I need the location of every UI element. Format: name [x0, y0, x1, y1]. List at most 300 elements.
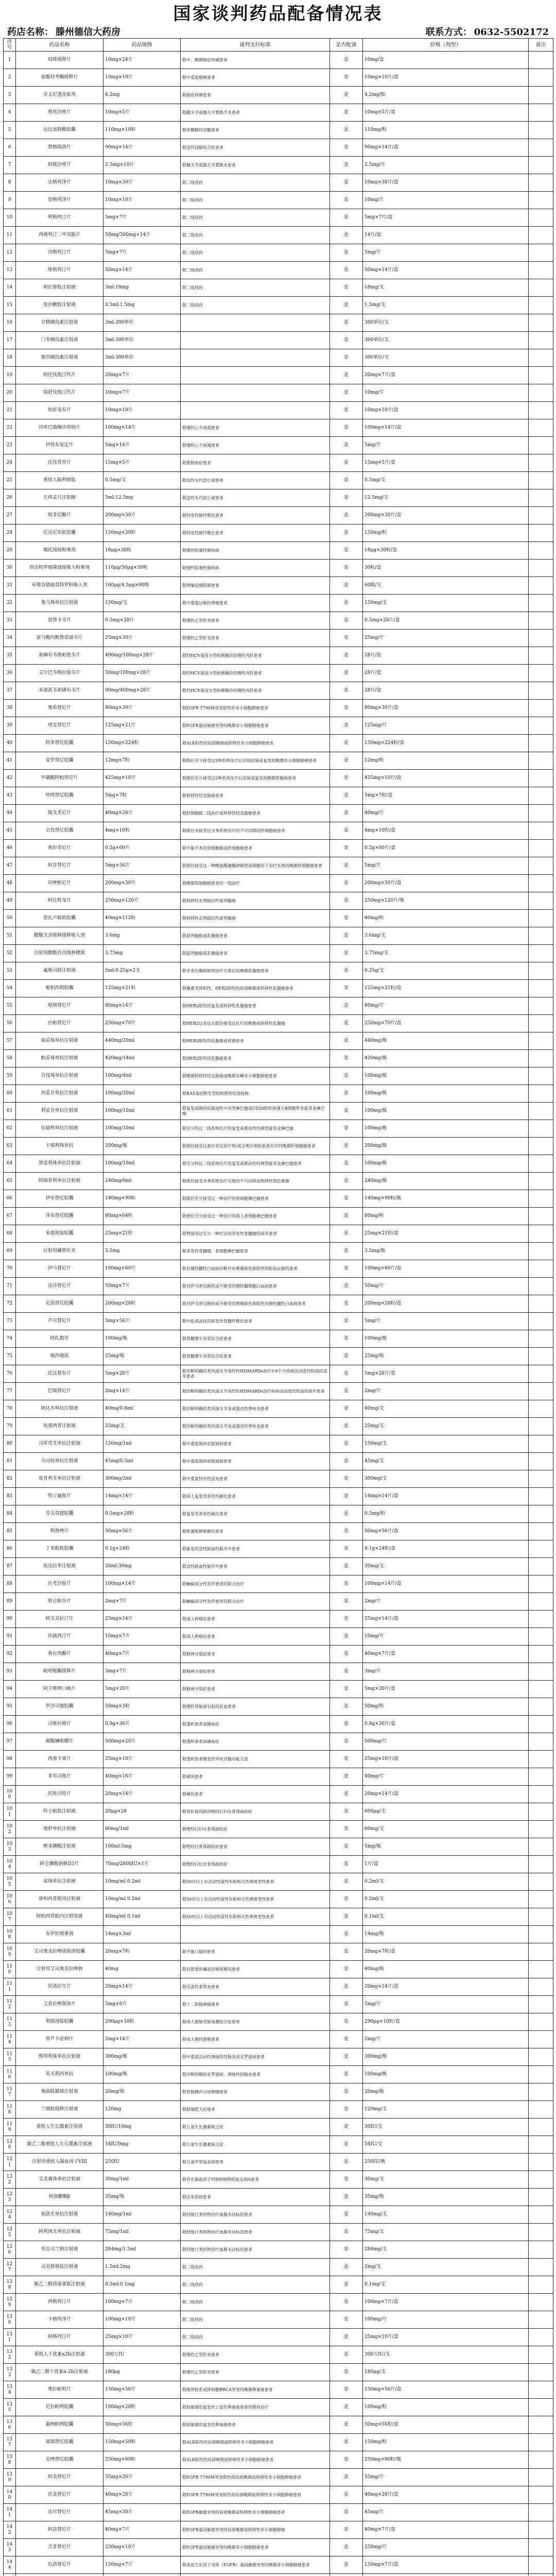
drug-indication: 限多发性骨髓瘤、套细胞淋巴瘤患者 [181, 1243, 330, 1260]
table-row [4, 910, 553, 927]
note-cell [529, 787, 553, 805]
drug-name: 注射用艾司奥美拉唑钠 [16, 1961, 103, 1978]
equipped-flag: 是 [330, 770, 363, 787]
note-cell [529, 1961, 553, 1978]
drug-spec: 0.5ml:1.5mg [103, 297, 181, 314]
table-row [4, 1173, 553, 1190]
price-form: 25mg/支 [363, 1418, 529, 1435]
drug-indication: 限携带胚系或体细胞BRCA突变的晚期卵巢癌患者 [181, 2381, 330, 2399]
table-row [4, 1138, 553, 1155]
note-cell [529, 980, 553, 997]
drug-spec: 1.5ml:2mg [103, 2259, 181, 2276]
table-row [4, 1032, 553, 1050]
equipped-flag: 是 [330, 2451, 363, 2469]
drug-indication: 限儿童生长激素缺乏症 [181, 2136, 330, 2154]
row-number: 89 [4, 1593, 16, 1611]
row-number: 119 [4, 2119, 16, 2136]
row-number: 30 [4, 560, 16, 577]
row-number: 37 [4, 682, 16, 700]
price-form: 5mg×20片/盒 [363, 1681, 529, 1698]
drug-indication: 限儿童生长激素缺乏症 [181, 2119, 330, 2136]
drug-name: 阿哌沙班片 [16, 157, 103, 174]
drug-spec: 3.75mg [103, 945, 181, 962]
contact-label: 联系方式： [425, 27, 472, 38]
table-row [4, 997, 553, 1015]
row-number: 74 [4, 1330, 16, 1348]
drug-name: 吡咯替尼片 [16, 997, 103, 1015]
table-row [4, 927, 553, 945]
row-number: 108 [4, 1926, 16, 1943]
table-row [4, 524, 553, 542]
drug-indication: 限芳香化酶抑制剂治疗失败后的晚期乳腺癌患者 [181, 962, 330, 980]
note-cell [529, 1611, 553, 1628]
drug-name: 氟唑帕利胶囊 [16, 2416, 103, 2434]
drug-name: 西妥昔单抗注射液 [16, 1085, 103, 1103]
drug-spec: 0.5ml:0.1mg [103, 2276, 181, 2294]
note-cell [529, 1856, 553, 1873]
table-row [4, 1435, 553, 1453]
table-row [4, 1926, 553, 1943]
drug-spec: 3ml:300单位 [103, 349, 181, 367]
note-cell [529, 1873, 553, 1891]
price-form: 2mg/支 [363, 2259, 529, 2276]
note-cell [529, 2364, 553, 2381]
equipped-flag: 是 [330, 735, 363, 752]
drug-indication: 限特发性肺纤维化患者 [181, 524, 330, 542]
price-form: 14片/盒 [363, 227, 529, 244]
row-number: 5 [4, 122, 16, 139]
drug-name: 布地奈德福莫特罗粉吸入剂 [16, 577, 103, 595]
table-row [4, 2259, 553, 2276]
equipped-flag: 是 [330, 104, 363, 122]
drug-spec: 200mg/瓶 [103, 1138, 181, 1155]
table-row [4, 1225, 553, 1243]
drug-indication: 限中重度斑块状银屑病患者 [181, 1453, 330, 1470]
drug-spec: 40mg×7片 [103, 2521, 181, 2539]
drug-name: 聚乙二醇干扰素α-2b注射液 [16, 2364, 103, 2381]
note-cell [529, 1996, 553, 2013]
price-form: 150mg/粒 [363, 524, 529, 542]
note-cell [529, 1348, 553, 1365]
drug-spec: 5mg×7片 [103, 244, 181, 262]
drug-spec: 45mg×30片 [103, 2504, 181, 2521]
row-number: 53 [4, 962, 16, 980]
drug-indication: 限法布雷病患者 [181, 2189, 330, 2206]
drug-name: 醋酸戈舍瑞林缓释植入剂 [16, 927, 103, 945]
row-number: 28 [4, 524, 16, 542]
note-cell [529, 1453, 553, 1470]
table-row [4, 227, 553, 244]
price-form: 10mg×30片/盒 [363, 174, 529, 192]
table-row [4, 1943, 553, 1961]
row-number: 32 [4, 595, 16, 612]
row-number: 18 [4, 349, 16, 367]
drug-indication: 限癫痫部分性发作患者的联合治疗 [181, 1593, 330, 1611]
drug-indication [181, 402, 330, 419]
equipped-flag: 是 [330, 1786, 363, 1803]
equipped-flag: 是 [330, 384, 363, 402]
note-cell [529, 384, 553, 402]
drug-indication: 限癫痫部分性发作患者的联合治疗 [181, 1575, 330, 1593]
price-form: 150mg×224粒/盒 [363, 735, 529, 752]
price-form: 90mg×14片/盒 [363, 139, 529, 157]
drug-name: 利格列汀片 [16, 209, 103, 227]
table-row [4, 2031, 553, 2048]
drug-spec: 5mg×56片 [103, 857, 181, 875]
price-form: 100mg/瓶 [363, 1120, 529, 1138]
table-row [4, 437, 553, 454]
equipped-flag: 是 [330, 542, 363, 560]
equipped-flag: 是 [330, 577, 363, 595]
drug-spec: 125mg×21粒 [103, 980, 181, 997]
note-cell [529, 1540, 553, 1558]
drug-name: 乌司奴单抗注射液 [16, 1453, 103, 1470]
price-form: 28片/盒 [363, 647, 529, 665]
drug-indication: 限二线用药 [181, 192, 330, 209]
drug-indication: 限二线用药 [181, 227, 330, 244]
drug-spec: 10mg/ml 0.2ml [103, 1891, 181, 1908]
drug-spec: 3mg×7片 [103, 1663, 181, 1681]
drug-spec: 10mg×30片 [103, 174, 181, 192]
store-name-label: 药店名称： [7, 27, 54, 38]
table-row [4, 1103, 553, 1120]
note-cell [529, 472, 553, 489]
table-row [4, 1260, 553, 1278]
row-number: 73 [4, 1313, 16, 1330]
price-form: 50mg×14片/盒 [363, 262, 529, 279]
store-info-bar [3, 25, 553, 38]
equipped-flag: 是 [330, 1593, 363, 1611]
row-number: 135 [4, 2399, 16, 2416]
drug-name: 艾尔巴韦格拉瑞韦片 [16, 665, 103, 682]
equipped-flag: 是 [330, 1733, 363, 1751]
equipped-flag: 是 [330, 1575, 363, 1593]
table-row [4, 1978, 553, 1996]
col-header-spec: 药品规格 [103, 39, 181, 52]
table-row [4, 1803, 553, 1821]
equipped-flag: 是 [330, 2259, 363, 2276]
note-cell [529, 244, 553, 262]
drug-indication [181, 2574, 330, 2576]
equipped-flag: 是 [330, 524, 363, 542]
drug-indication: 限对伊马替尼耐药或不耐受的费城染色体阳性的慢性髓性白血病患者 [181, 1295, 330, 1313]
price-form: 200mg×30片/盒 [363, 875, 529, 892]
drug-spec: 300mg/2ml [103, 1470, 181, 1488]
table-row [4, 1838, 553, 1856]
drug-indication: 限痛风患者 [181, 1768, 330, 1786]
note-cell [529, 1313, 553, 1330]
row-number: 7 [4, 157, 16, 174]
equipped-flag: 是 [330, 2276, 363, 2294]
row-number: 79 [4, 1418, 16, 1435]
price-form: 25mg×10片/盒 [363, 1751, 529, 1768]
drug-indication: 限新发的急性缺血性脑卒中患者 [181, 1540, 330, 1558]
row-number: 71 [4, 1278, 16, 1295]
drug-name: 特立氟胺片 [16, 1488, 103, 1505]
drug-indication: 限诊断明确的类风湿关节炎或强直性脊柱炎患者 [181, 1418, 330, 1435]
equipped-flag: 是 [330, 962, 363, 980]
store-name-value: 滕州德信大药房 [56, 27, 120, 38]
drug-spec: 180μg [103, 2364, 181, 2381]
drug-indication: 限儿童甲型血友病患者 [181, 2154, 330, 2171]
drug-indication: 限有慢性髓性白血病诊断并有费城染色体阳性的检验证据的患者 [181, 1260, 330, 1278]
drug-name: 达沙替尼片 [16, 1278, 103, 1295]
equipped-flag: 是 [330, 2364, 363, 2381]
row-number: 128 [4, 2276, 16, 2294]
price-form: 5mg/片 [363, 244, 529, 262]
drug-spec: 250mg×120片 [103, 892, 181, 910]
drug-spec: 40mg/0.8ml [103, 1400, 181, 1418]
drug-indication: 限EGFR敏感突变的局部晚期或转移性非小细胞肺癌患者 [181, 2504, 330, 2521]
table-row [4, 612, 553, 630]
equipped-flag: 是 [330, 1313, 363, 1330]
price-form: 300单位/支 [363, 349, 529, 367]
row-number: 34 [4, 630, 16, 647]
table-row [4, 402, 553, 419]
row-number: 86 [4, 1540, 16, 1558]
drug-name: 曲妥珠单抗注射液 [16, 1032, 103, 1050]
drug-indication: 限经他汀类药物治疗血脂未达标的患者 [181, 2206, 330, 2224]
drug-name: 拉帕替尼片 [16, 1015, 103, 1032]
drug-name: 唑来膦酸注射液 [16, 1838, 103, 1856]
note-cell [529, 1575, 553, 1593]
drug-spec: 150mg×50粒 [103, 2434, 181, 2451]
drug-spec: 425mg×10片 [103, 770, 181, 787]
table-row [4, 1190, 553, 1208]
drug-name: 康柏西普眼用注射液 [16, 1891, 103, 1908]
note-cell [529, 595, 553, 612]
price-form: 30mg/支 [363, 2171, 529, 2189]
equipped-flag: 是 [330, 1891, 363, 1908]
note-cell [529, 1505, 553, 1523]
drug-spec: 54IU/9mg [103, 2136, 181, 2154]
drug-indication: 限既往未接受过全身系统治疗的不可切除的肝细胞癌患者 [181, 822, 330, 840]
drug-name: 尼洛替尼胶囊 [16, 1295, 103, 1313]
drug-spec: 10mg×10片 [103, 402, 181, 419]
drug-name: 门冬胰岛素注射液 [16, 332, 103, 349]
drug-spec: 50mg×7片 [103, 1278, 181, 1295]
table-row [4, 2574, 553, 2576]
note-cell [529, 262, 553, 279]
equipped-flag: 是 [330, 2189, 363, 2206]
equipped-flag: 是 [330, 1190, 363, 1208]
note-cell [529, 770, 553, 787]
row-number: 131 [4, 2329, 16, 2346]
row-number: 47 [4, 857, 16, 875]
equipped-flag: 是 [330, 1838, 363, 1856]
table-row [4, 1278, 553, 1295]
drug-spec: 2.5mg×10片 [103, 157, 181, 174]
row-number: 143 [4, 2539, 16, 2556]
drug-name: 德谷胰岛素注射液 [16, 349, 103, 367]
equipped-flag: 是 [330, 2346, 363, 2364]
drug-spec: 2mg×7片 [103, 1593, 181, 1611]
drug-name: 索拉非尼片 [16, 840, 103, 857]
drug-spec: 250mg×10片 [103, 2539, 181, 2556]
note-cell [529, 2241, 553, 2259]
price-form: 440mg/瓶 [363, 1032, 529, 1050]
equipped-flag: 是 [330, 1330, 363, 1348]
drug-indication: 限EGFR T790M突变阳性的局部晚期或转移性非小细胞肺癌患者 [181, 2486, 330, 2504]
row-number: 105 [4, 1873, 16, 1891]
drug-spec: 50mg×14片 [103, 262, 181, 279]
drug-name: 托法替布片 [16, 1365, 103, 1383]
price-form: 25mg×10片/盒 [363, 2329, 529, 2346]
price-form: 5mg×28片/盒 [363, 1365, 529, 1383]
drug-spec: 40mg/ml 0.1ml [103, 1908, 181, 1926]
drug-indication: 限髋关节或膝关节置换手术患者 [181, 104, 330, 122]
price-form: 100mg/片 [363, 2311, 529, 2329]
equipped-flag: 是 [330, 1418, 363, 1435]
drug-spec: 10mg/ml 0.2ml [103, 1873, 181, 1891]
price-form: 10mg/片 [363, 384, 529, 402]
note-cell [529, 1891, 553, 1908]
price-form: 300万IU/支 [363, 2346, 529, 2364]
row-number: 99 [4, 1768, 16, 1786]
table-row [4, 1663, 553, 1681]
note-cell [529, 1295, 553, 1313]
row-number: 96 [4, 1716, 16, 1733]
price-form: 1片/盒 [363, 1856, 529, 1873]
row-number: 19 [4, 367, 16, 384]
row-number: 142 [4, 2521, 16, 2539]
drug-spec: 40mg×28片 [103, 2486, 181, 2504]
row-number: 42 [4, 770, 16, 787]
drug-spec: 50mg×3粒 [103, 1698, 181, 1716]
equipped-flag: 是 [330, 595, 363, 612]
price-form: 200mg×30片/盒 [363, 507, 529, 524]
table-row [4, 244, 553, 262]
drug-indication: 限铂敏感的复发性卵巢癌患者 [181, 2416, 330, 2434]
drug-spec: 80mg×14片 [103, 997, 181, 1015]
drug-indication: 限肌萎缩侧索硬化患者 [181, 1523, 330, 1540]
table-row [4, 1873, 553, 1891]
price-form: 20mg/瓶 [363, 2083, 529, 2101]
note-cell [529, 1523, 553, 1540]
note-cell [529, 997, 553, 1015]
row-number: 6 [4, 139, 16, 157]
row-number: 72 [4, 1295, 16, 1313]
drug-name: 维格列汀片 [16, 262, 103, 279]
note-cell [529, 507, 553, 524]
table-row [4, 122, 553, 139]
drug-spec: 300mg/瓶 [103, 2048, 181, 2066]
drug-indication: 限胃肠胰内分泌肿瘤患者 [181, 2083, 330, 2101]
row-number: 57 [4, 1032, 16, 1050]
drug-name: 恩扎卢胺软胶囊 [16, 910, 103, 927]
drug-spec: 50mg/100mg×28片 [103, 665, 181, 682]
row-number: 117 [4, 2083, 16, 2101]
drug-name: 伏诺拉生片 [16, 1978, 103, 1996]
price-form: 50mg×56片/盒 [363, 1523, 529, 1540]
equipped-flag: 是 [330, 2171, 363, 2189]
note-cell [529, 314, 553, 332]
row-number: 115 [4, 2048, 16, 2066]
drug-spec: 125mg×21片 [103, 717, 181, 735]
row-number: 76 [4, 1365, 16, 1383]
price-form: 0.5mg/支 [363, 472, 529, 489]
table-row [4, 1996, 553, 2013]
drug-spec: 3.5mg [103, 1243, 181, 1260]
price-form: 20mg×14片/盒 [363, 1786, 529, 1803]
price-form: 100mg/瓶 [363, 1067, 529, 1085]
note-cell [529, 1208, 553, 1225]
row-number: 132 [4, 2346, 16, 2364]
drug-spec: 100mg/10ml [103, 1103, 181, 1120]
drug-spec: 25mg×10片 [103, 1751, 181, 1768]
row-number: 100 [4, 1786, 16, 1803]
table-row [4, 962, 553, 980]
drug-spec: 25mg×14片 [103, 1611, 181, 1628]
drug-spec: 200mg×30片 [103, 507, 181, 524]
drug-spec: 0.2g×60片 [103, 840, 181, 857]
drug-spec: 150mg×56片 [103, 2381, 181, 2399]
equipped-flag: 是 [330, 1716, 363, 1733]
drug-spec: 40mg×7片 [103, 1646, 181, 1663]
drug-spec: 25mg/瓶 [103, 1348, 181, 1365]
table-row [4, 2329, 553, 2346]
drug-name: 度普利尤单抗注射液 [16, 1470, 103, 1488]
table-row [4, 945, 553, 962]
drug-name: 阿托伐他汀钙片 [16, 367, 103, 384]
row-number: 61 [4, 1103, 16, 1120]
drug-name: 贝伐珠单抗注射液 [16, 1067, 103, 1085]
drug-name: 英克司兰钠注射液 [16, 2241, 103, 2259]
equipped-flag: 是 [330, 2101, 363, 2119]
col-header-name: 药品名称 [16, 39, 103, 52]
row-number: 3 [4, 87, 16, 104]
drug-indication: 限二线用药 [181, 174, 330, 192]
drug-indication: 限50岁以上有活动性湿性年龄相关性黄斑变性患者 [181, 1873, 330, 1891]
table-row [4, 2083, 553, 2101]
price-form: 140mg×90粒/瓶 [363, 1190, 529, 1208]
row-number: 124 [4, 2206, 16, 2224]
row-number: 23 [4, 437, 16, 454]
note-cell [529, 1015, 553, 1032]
drug-name: 达可替尼片 [16, 2504, 103, 2521]
table-row [4, 2381, 553, 2399]
drug-indication: 限前列腺癌或乳腺癌患者 [181, 927, 330, 945]
drug-indication: 限HER2阳性的复发或转移性乳腺癌患者 [181, 997, 330, 1015]
row-number: 140 [4, 2486, 16, 2504]
drug-spec: 100mg×14片 [103, 1575, 181, 1593]
price-form: 300mg/支 [363, 1470, 529, 1488]
row-number: 139 [4, 2469, 16, 2486]
table-row [4, 69, 553, 87]
price-form: 300单位/支 [363, 314, 529, 332]
note-cell [529, 735, 553, 752]
note-cell [529, 104, 553, 122]
table-row [4, 2119, 553, 2136]
equipped-flag: 是 [330, 1996, 363, 2013]
row-number: 9 [4, 192, 16, 209]
equipped-flag: 是 [330, 279, 363, 297]
price-form: 100mg×7片/盒 [363, 2294, 529, 2311]
equipped-flag: 是 [330, 2504, 363, 2521]
equipped-flag: 是 [330, 1208, 363, 1225]
note-cell [529, 2224, 553, 2241]
table-row [4, 1243, 553, 1260]
contact-field [426, 25, 549, 38]
drug-name: 依洛尤单抗注射液 [16, 2206, 103, 2224]
note-cell [529, 2521, 553, 2539]
drug-indication: 限急性冠脉综合征患者 [181, 139, 330, 157]
table-row [4, 1768, 553, 1786]
note-cell [529, 2136, 553, 2154]
drug-indication: 限二线用药 [181, 297, 330, 314]
price-form: 10mg×10片/盒 [363, 69, 529, 87]
drug-spec: 20mg×14片 [103, 1786, 181, 1803]
